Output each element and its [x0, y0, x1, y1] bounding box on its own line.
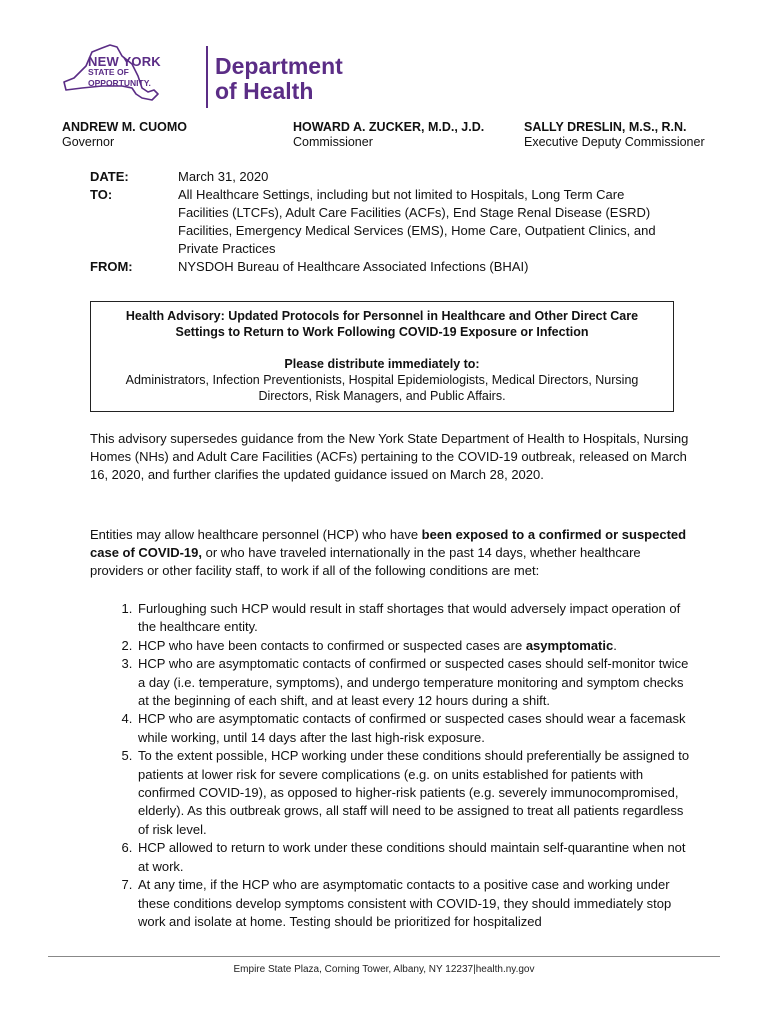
- to-label: TO:: [90, 187, 113, 202]
- para2-start: Entities may allow healthcare personnel (HCP) who have: [90, 527, 422, 542]
- footer-address: Empire State Plaza, Corning Tower, Albany, NY 12237: [233, 964, 474, 975]
- department-name: [215, 54, 343, 104]
- official-title: Governor: [62, 135, 115, 149]
- advisory-title: Health Advisory: Updated Protocols for Personnel in Healthcare and Other Direct Care Settings to Return to Work Following COVID-19 Exposure or Infection: [125, 309, 639, 339]
- footer-website[interactable]: health.ny.gov: [475, 964, 535, 975]
- department-line1: Department: [215, 53, 343, 79]
- to-value: All Healthcare Settings, including but not limited to Hospitals, Long Term Care Facilities (LTCFs), Adult Care Facilities (ACFs), End Stage Renal Disease (ESRD) Facilities, Emergency Medical Services (EMS), Home Care, Outpatient Clinics, and Private Practices: [178, 187, 656, 256]
- condition-bold: asymptomatic: [525, 637, 614, 653]
- advisory-box: [90, 301, 674, 412]
- official-governor: [62, 120, 187, 150]
- supersedes-paragraph: This advisory supersedes guidance from the New York State Department of Health to Hospitals, Nursing Homes (NHs) and Adult Care Facilities (ACFs) pertaining to the COVID-19 outbreak, released on March 16, 2020, and further clarifies the updated guidance issued on March 28, 2020.: [90, 431, 689, 482]
- footer: [0, 964, 768, 975]
- condition-item: 3. HCP who are asymptomatic contacts of confirmed or suspected cases should self-monitor twice a day (i.e. temperature, symptoms), and undergo temperature monitoring and symptom checks at the beginning of each shift, and at least every 12 hours during a shift.: [136, 655, 690, 710]
- distribute-list: Administrators, Infection Preventionists, Hospital Epidemiologists, Medical Directors, Nursing Directors, Risk Managers, and Public Affairs.: [125, 373, 639, 403]
- conditions-list: [90, 600, 690, 931]
- memo-header: [90, 168, 678, 276]
- entities-paragraph: [90, 526, 690, 580]
- condition-item: 1. Furloughing such HCP would result in staff shortages that would adversely impact operation of the healthcare entity.: [136, 600, 690, 637]
- official-deputy: [524, 120, 705, 150]
- condition-text: HCP who have been contacts to confirmed or suspected cases are: [138, 637, 526, 653]
- from-label: FROM:: [90, 259, 133, 274]
- distribute-heading: Please distribute immediately to:: [284, 357, 480, 371]
- para2-end: or who have traveled internationally in the past 14 days, whether healthcare providers or other facility staff, to work if all of the following conditions are met:: [90, 545, 641, 578]
- condition-end: .: [613, 637, 617, 653]
- condition-item: 5. To the extent possible, HCP working under these conditions should preferentially be assigned to patients at lower risk for severe complications (e.g. on units established for patients with confirmed COVID-19), as opposed to higher-risk patients (e.g. severely immunocompromised, elderly). As this outbreak grows, all staff will need to be assigned to treat all patients regardless of risk level.: [136, 747, 690, 839]
- date-label: DATE:: [90, 169, 129, 184]
- official-title: Executive Deputy Commissioner: [524, 135, 705, 149]
- official-name: ANDREW M. CUOMO: [62, 120, 187, 134]
- official-commissioner: [293, 120, 484, 150]
- footer-divider: [48, 956, 720, 957]
- department-line2: of Health: [215, 78, 314, 104]
- logo-line1: NEW YORK: [88, 54, 161, 69]
- official-title: Commissioner: [293, 135, 373, 149]
- logo-line3: OPPORTUNITY.: [88, 78, 151, 88]
- footer-separator: |: [473, 964, 476, 975]
- condition-item: 4. HCP who are asymptomatic contacts of confirmed or suspected cases should wear a facemask while working, until 14 days after the last high-risk exposure.: [136, 710, 690, 747]
- logo-divider: [206, 46, 208, 108]
- from-value: NYSDOH Bureau of Healthcare Associated Infections (BHAI): [178, 259, 529, 274]
- condition-item: 7. At any time, if the HCP who are asymptomatic contacts to a positive case and working under these conditions develop symptoms consistent with COVID-19, they should immediately stop work and isolate at home. Testing should be prioritized for hospitalized: [136, 876, 690, 931]
- condition-item: 6. HCP allowed to return to work under these conditions should maintain self-quarantine when not at work.: [136, 839, 690, 876]
- condition-item: [136, 637, 690, 655]
- para2-bold: been exposed to a confirmed or suspected case of COVID-19,: [90, 527, 687, 560]
- logo-line2: STATE OF: [88, 67, 129, 77]
- nys-logo: [62, 42, 212, 114]
- official-name: SALLY DRESLIN, M.S., R.N.: [524, 120, 687, 134]
- date-value: March 31, 2020: [178, 169, 269, 184]
- official-name: HOWARD A. ZUCKER, M.D., J.D.: [293, 120, 485, 134]
